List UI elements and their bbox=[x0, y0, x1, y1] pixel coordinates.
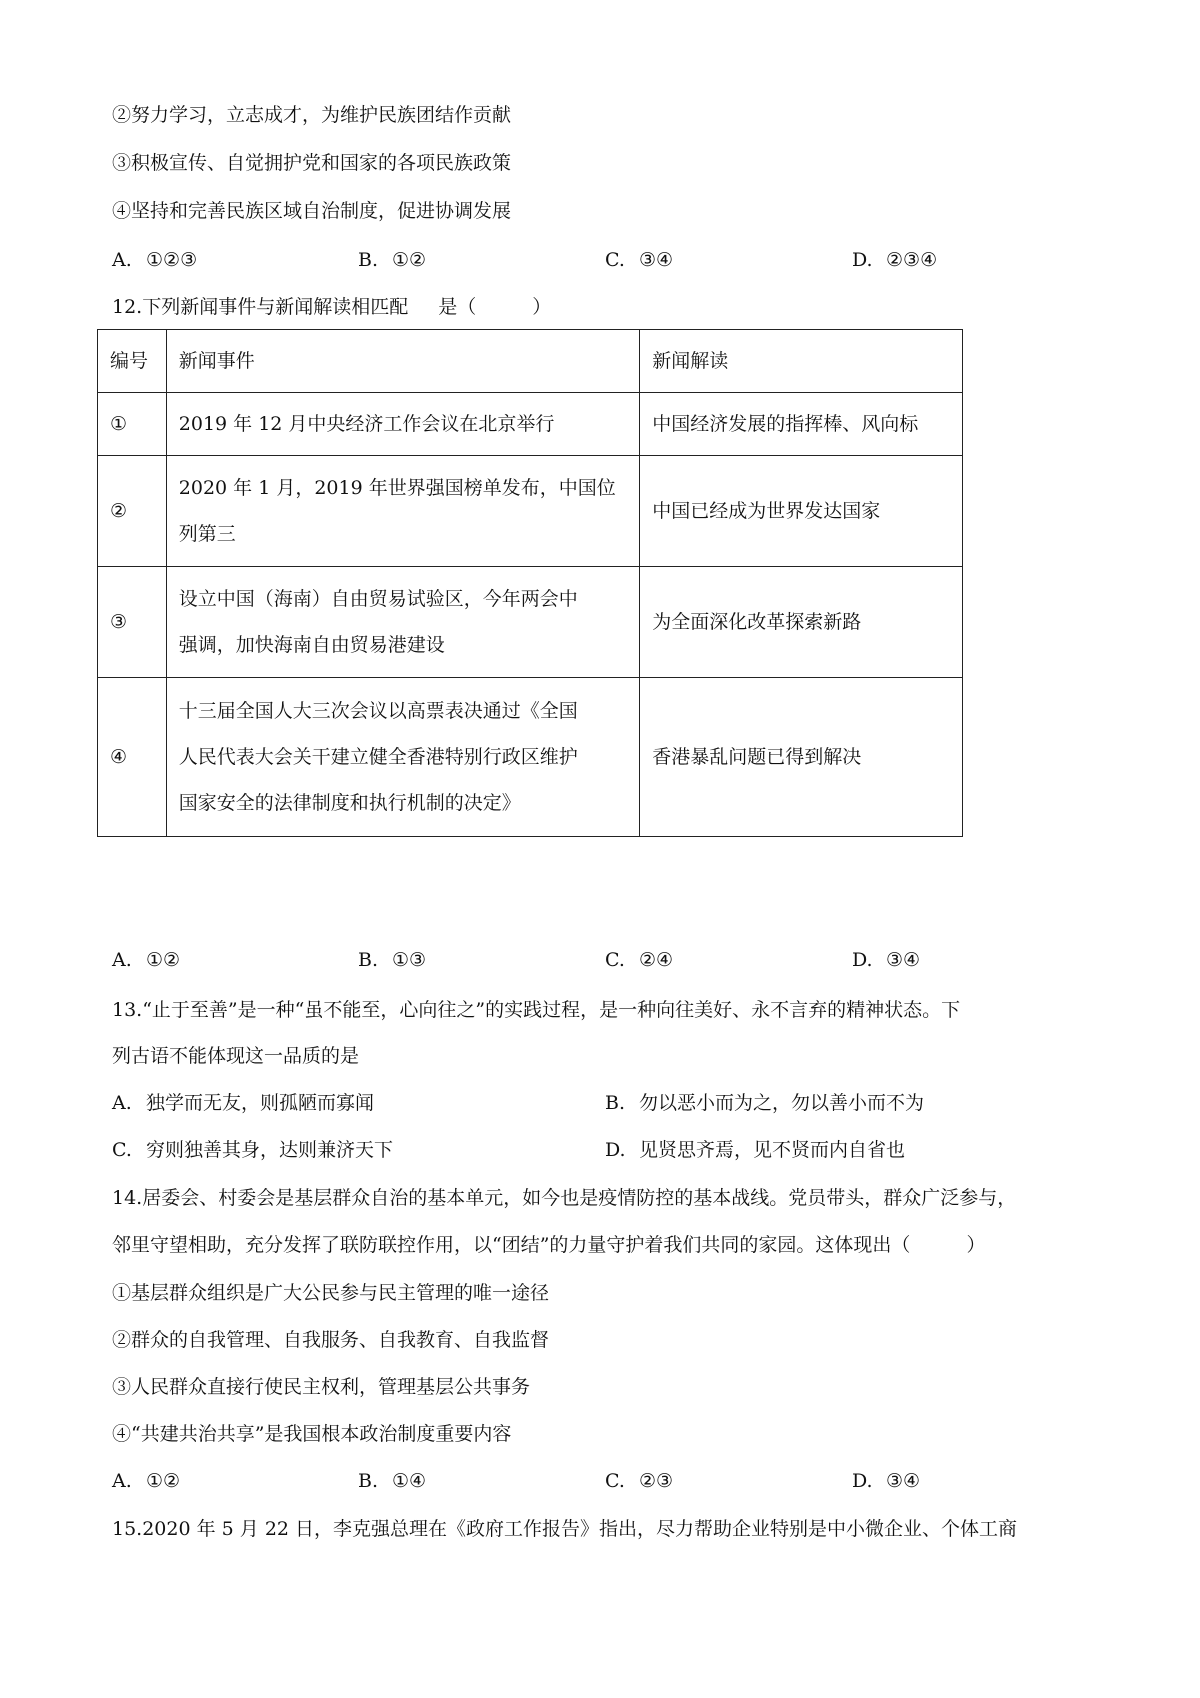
row-reading: 为全面深化改革探索新路 bbox=[640, 567, 963, 678]
q12-option-d[interactable]: D. ③④ bbox=[852, 949, 921, 971]
q13-option-a[interactable]: A. 独学而无友，则孤陋而寡闻 bbox=[112, 1092, 375, 1114]
table-row bbox=[98, 393, 963, 456]
news-table bbox=[97, 329, 963, 837]
q11-option-d[interactable]: D. ②③④ bbox=[852, 249, 938, 271]
q13-option-d[interactable]: D. 见贤思齐焉，见不贤而内自省也 bbox=[605, 1139, 906, 1161]
row-event: 设立中国（海南）自由贸易试验区，今年两会中 强调，加快海南自由贸易港建设 bbox=[166, 567, 639, 678]
q11-item-4: ④坚持和完善民族区域自治制度，促进协调发展 bbox=[112, 200, 512, 222]
row-reading: 中国已经成为世界发达国家 bbox=[640, 456, 963, 567]
q11-option-c[interactable]: C. ③④ bbox=[605, 249, 674, 271]
q12-option-b[interactable]: B. ①③ bbox=[358, 949, 427, 971]
q12-option-c[interactable]: C. ②④ bbox=[605, 949, 674, 971]
row-event: 2019 年 12 月中央经济工作会议在北京举行 bbox=[166, 393, 639, 456]
row-event: 2020 年 1 月，2019 年世界强国榜单发布，中国位 列第三 bbox=[166, 456, 639, 567]
table-row bbox=[98, 678, 963, 837]
q14-item-2: ②群众的自我管理、自我服务、自我教育、自我监督 bbox=[112, 1329, 550, 1351]
q14-stem-line-2: 邻里守望相助，充分发挥了联防联控作用，以“团结”的力量守护着我们共同的家园。这体现出（ ） bbox=[112, 1234, 986, 1256]
q11-option-a[interactable]: A. ①②③ bbox=[112, 249, 198, 271]
q13-option-c[interactable]: C. 穷则独善其身，达则兼济天下 bbox=[112, 1139, 394, 1161]
q11-option-b[interactable]: B. ①② bbox=[358, 249, 427, 271]
q13-stem-line-1: 13.“止于至善”是一种“虽不能至，心向往之”的实践过程，是一种向往美好、永不言弃的精神状态。下 bbox=[112, 999, 961, 1021]
row-reading: 中国经济发展的指挥棒、风向标 bbox=[640, 393, 963, 456]
q13-options-row-1 bbox=[112, 1088, 1112, 1118]
q11-item-3: ③积极宣传、自觉拥护党和国家的各项民族政策 bbox=[112, 152, 512, 174]
row-number: ④ bbox=[98, 678, 167, 837]
q12-option-a[interactable]: A. ①② bbox=[112, 949, 181, 971]
q12-stem: 12.下列新闻事件与新闻解读相匹配 是（ ） bbox=[112, 296, 552, 318]
q15-stem-line-1: 15.2020 年 5 月 22 日，李克强总理在《政府工作报告》指出，尽力帮助企业特别是中小微企业、个体工商 bbox=[112, 1518, 1018, 1540]
q14-options bbox=[112, 1466, 1112, 1496]
q13-stem-line-2: 列古语不能体现这一品质的是 bbox=[112, 1045, 360, 1067]
header-reading: 新闻解读 bbox=[640, 330, 963, 393]
table-header-row bbox=[98, 330, 963, 393]
header-event: 新闻事件 bbox=[166, 330, 639, 393]
row-number: ① bbox=[98, 393, 167, 456]
q14-stem-line-1: 14.居委会、村委会是基层群众自治的基本单元，如今也是疫情防控的基本战线。党员带头，群众广泛参与， bbox=[112, 1187, 1017, 1209]
q13-option-b[interactable]: B. 勿以恶小而为之，勿以善小而不为 bbox=[605, 1092, 925, 1114]
q14-option-c[interactable]: C. ②③ bbox=[605, 1470, 674, 1492]
q14-option-b[interactable]: B. ①④ bbox=[358, 1470, 427, 1492]
q14-item-4: ④“共建共治共享”是我国根本政治制度重要内容 bbox=[112, 1423, 512, 1445]
row-number: ③ bbox=[98, 567, 167, 678]
row-reading: 香港暴乱问题已得到解决 bbox=[640, 678, 963, 837]
header-number: 编号 bbox=[98, 330, 167, 393]
row-number: ② bbox=[98, 456, 167, 567]
q14-option-a[interactable]: A. ①② bbox=[112, 1470, 181, 1492]
q14-item-1: ①基层群众组织是广大公民参与民主管理的唯一途径 bbox=[112, 1282, 550, 1304]
q11-options bbox=[112, 245, 1112, 275]
table-row bbox=[98, 567, 963, 678]
q12-options bbox=[112, 945, 1112, 975]
q14-option-d[interactable]: D. ③④ bbox=[852, 1470, 921, 1492]
q11-item-2: ②努力学习，立志成才，为维护民族团结作贡献 bbox=[112, 104, 512, 126]
row-event: 十三届全国人大三次会议以高票表决通过《全国 人民代表大会关干建立健全香港特别行政区维护 国家安全的法律制度和执行机制的决定》 bbox=[166, 678, 639, 837]
table-row bbox=[98, 456, 963, 567]
q14-item-3: ③人民群众直接行使民主权利，管理基层公共事务 bbox=[112, 1376, 531, 1398]
q13-options-row-2 bbox=[112, 1135, 1112, 1165]
